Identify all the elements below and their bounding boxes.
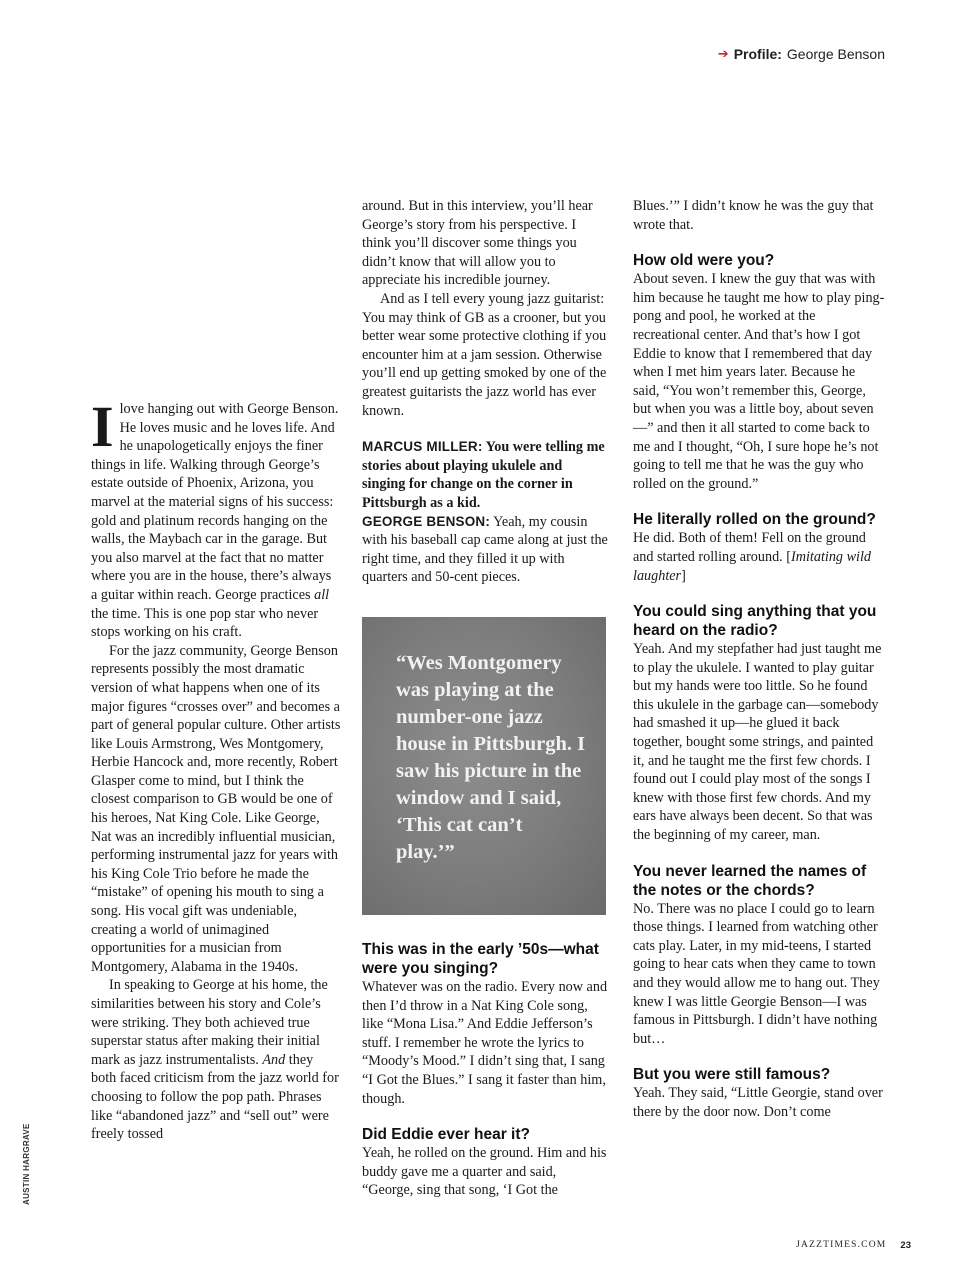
section-label: Profile:: [733, 46, 782, 62]
body-paragraph: Blues.’” I didn’t know he was the guy that wrote that.: [633, 198, 874, 233]
drop-cap: I: [91, 394, 114, 459]
interviewer-name: MARCUS MILLER:: [362, 439, 483, 455]
body-paragraph: For the jazz community, George Benson represents possibly the most dramatic version of what happens when one of its major figures “crosses over” and becomes a part of general popular culture. Other artists like Louis Armstrong, Wes Montgomery, Herbie Hancock and, more recently, Robert Glasper come to mind, but I think the closest comparison to GB would be one of his heroes, Nat King Cole. Like George, Nat was an incredibly influential musician, performing instrumental jazz for years with his King Cole Trio before he made the “mistake” of opening his mouth to sing a song. His vocal gift was undeniable, creating a world of unimagined opportunities for a musician from Montgomery, Alabama in the 1940s.: [91, 642, 341, 975]
article-column-3: [633, 197, 885, 1122]
article-column-2: [362, 197, 608, 587]
pull-quote-box: [362, 617, 606, 915]
question-heading: You never learned the names of the notes or the chords?: [633, 862, 867, 899]
pull-quote: “Wes Montgomery was playing at the number-one jazz house in Pittsburgh. I saw his picture in the window and I said, ‘This cat can’t play.’”: [396, 652, 586, 863]
body-paragraph: And as I tell every young jazz guitarist: You may think of GB as a crooner, but you better wear some protective clothing if you encounter him at a jam session. Otherwise you’ll end up getting smoked by one of the greatest guitarists the jazz world has ever known.: [362, 290, 607, 419]
answer-paragraph: About seven. I knew the guy that was with him because he taught me how to play ping-pong and pool, he worked at the recreational center. And that’s how I got Eddie to know that I remembered that day when I met him years later. Because he said, “You won’t remember this, George, but when you was a little boy, about seven—” and then it all started to come back to me and I thought, “Oh, I sure hope he’s not going to tell me that he was the guy who rolled on the ground.”: [633, 271, 885, 492]
question-heading: Did Eddie ever hear it?: [362, 1126, 530, 1144]
interview-question: MARCUS MILLER: You were telling me stories about playing ukulele and singing for change on the corner in Pittsburgh as a kid.: [362, 439, 605, 511]
interview-answer: GEORGE BENSON: Yeah, my cousin with his baseball cap came along at just the right time, and they filled it up with quarters and 50-cent pieces.: [362, 513, 608, 586]
question-heading: This was in the early ’50s—what were you singing?: [362, 941, 599, 977]
section-header: [718, 46, 885, 62]
page-number: 23: [900, 1240, 911, 1251]
question-heading: How old were you?: [633, 252, 775, 270]
answer-paragraph: Whatever was on the radio. Every now and then I’d throw in a Nat King Cole song, like “Mona Lisa.” And Eddie Jefferson’s stuff. I remember he wrote the lyrics to “Moody’s Mood.” I didn’t sing that, I sang “I Got the Blues.” I sang it faster than him, though.: [362, 979, 608, 1107]
interviewee-name: GEORGE BENSON:: [362, 513, 491, 529]
arrow-right-icon: ➔: [717, 46, 729, 61]
profile-subject: George Benson: [786, 46, 885, 62]
answer-paragraph: No. There was no place I could go to learn those things. I learned from watching other cats play. Later, in my mid-teens, I started going to hear cats when they came to town and they would allow me to hang out. They knew I was little Georgie Benson—I was famous in Pittsburgh. I didn’t have nothing but…: [633, 900, 880, 1047]
question-heading: But you were still famous?: [633, 1066, 831, 1084]
website-url: JAZZTIMES.COM: [796, 1240, 887, 1250]
article-column-1: [91, 394, 341, 1144]
answer-paragraph: He did. Both of them! Fell on the ground and started rolling around. [Imitating wild laughter]: [633, 530, 872, 584]
answer-paragraph: Yeah. They said, “Little Georgie, stand over there by the door now. Don’t come: [633, 1085, 883, 1120]
body-paragraph: In speaking to George at his home, the similarities between his story and Cole’s were striking. They both achieved true superstar status after making their initial mark as jazz instrumentalists. And they both faced criticism from the jazz world for choosing to follow the pop path. Phrases like “abandoned jazz” and “sell out” were freely tossed: [91, 977, 339, 1143]
question-heading: He literally rolled on the ground?: [633, 511, 876, 529]
page-footer: [796, 1240, 911, 1251]
answer-paragraph: Yeah, he rolled on the ground. Him and his buddy gave me a quarter and said, “George, sing that song, ‘I Got the: [362, 1145, 607, 1199]
question-heading: You could sing anything that you heard on the radio?: [633, 603, 877, 640]
answer-paragraph: Yeah. And my stepfather had just taught me to play the ukulele. I wanted to play guitar but my hands were too little. So he found this ukulele in the garbage can—somebody had smashed it up—he glued it back together, bought some strings, and painted it, and he taught me the first few chords. I found out I could play most of the songs I knew with those first few chords. And my ears have always been decent. So that was the beginning of my career, man.: [633, 641, 882, 844]
intro-paragraph: I love hanging out with George Benson. He loves music and he loves life. And he unapologetically enjoys the finer things in life. Walking through George’s estate outside of Phoenix, Arizona, you marvel at the material signs of his success: gold and platinum records hanging on the walls, the Maybach car in the garage. But you also marvel at the fact that no matter where you are in the house, there’s always a guitar within reach. George practices all the time. This is one pop star who never stops working on his craft.: [91, 394, 339, 641]
body-paragraph: around. But in this interview, you’ll hear George’s story from his perspective. I think you’ll discover some things you didn’t know that will allow you to appreciate his incredible journey.: [362, 198, 593, 289]
article-column-2-lower: [362, 940, 608, 1200]
photo-credit: AUSTIN HARGRAVE: [22, 1123, 31, 1205]
